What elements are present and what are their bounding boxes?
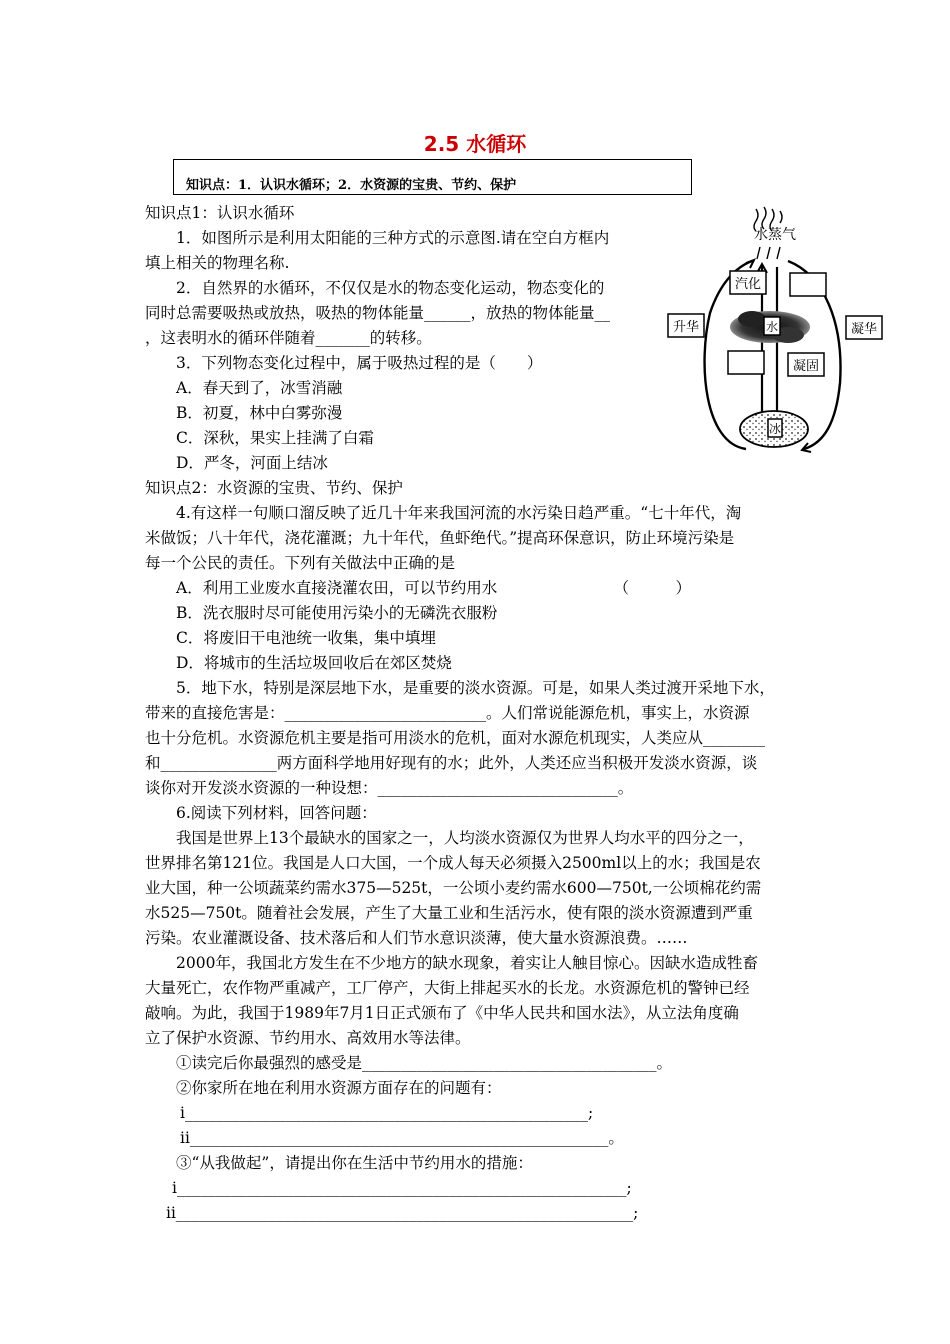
option-a: A．春天到了，冰雪消融 (176, 379, 343, 397)
section-heading-2: 知识点2：水资源的宝贵、节约、保护 (145, 479, 403, 497)
text-line: 1．如图所示是利用太阳能的三种方式的示意图.请在空白方框内 (176, 229, 610, 247)
text-line: ，这表明水的循环伴随着_______的转移。 (145, 329, 432, 347)
text-line: 业大国，种一公顷蔬菜约需水375—525t，一公顷小麦约需水600—750t,一公顷棉花约需 (145, 879, 762, 897)
text-line: 米做饭；八十年代，浇花灌溉；九十年代，鱼虾绝代。”提高环保意识，防止环境污染是 (145, 529, 735, 547)
answer-line: ⅰ____________________________________________________; (180, 1104, 594, 1122)
answer-line: ⅱ______________________________________________________。 (180, 1129, 624, 1147)
text-line: 同时总需要吸热或放热，吸热的物体能量______，放热的物体能量__ (145, 304, 611, 322)
text-line: ①读完后你最强烈的感受是______________________________________。 (176, 1054, 673, 1072)
label-water: 水 (765, 320, 779, 334)
text-line: 4.有这样一句顺口溜反映了近几十年来我国河流的水污染日趋严重。“七十年代，淘 (176, 504, 742, 522)
text-line: 我国是世界上13个最缺水的国家之一，人均淡水资源仅为世界人均水平的四分之一， (176, 829, 754, 847)
text-line: ③“从我做起”，请提出你在生活中节约用水的措施： (176, 1154, 533, 1172)
water-cycle-diagram (664, 203, 896, 468)
option-b: B．洗衣服时尽可能使用污染小的无磷洗衣服粉 (176, 604, 498, 622)
text-line: 敲响。为此，我国于1989年7月1日正式颁布了《中华人民共和国水法》，从立法角度确 (145, 1004, 739, 1022)
text-line: 2．自然界的水循环，不仅仅是水的物态变化运动，物态变化的 (176, 279, 605, 297)
option-c: C．将废旧干电池统一收集，集中填埋 (176, 629, 436, 647)
text-line: 和_______________两方面科学地用好现有的水；此外，人类还应当积极开发淡水资源，谈 (145, 754, 758, 772)
label-ice: 冰 (768, 422, 782, 436)
text-line: 也十分危机。水资源危机主要是指可用淡水的危机，面对水源危机现实，人类应从________ (145, 729, 766, 747)
text-line: ②你家所在地在利用水资源方面存在的问题有： (176, 1079, 502, 1097)
text-line: 带来的直接危害是：__________________________。人们常说能源危机，事实上，水资源 (145, 704, 750, 722)
label-desublimation: 凝华 (850, 322, 878, 337)
option-a: A．利用工业废水直接浇灌农田，可以节约用水 （ ） (176, 579, 691, 597)
text-line: 6.阅读下列材料，回答问题： (176, 804, 377, 822)
text-line: 5．地下水，特别是深层地下水，是重要的淡水资源。可是，如果人类过渡开采地下水， (176, 679, 775, 697)
page-title: 2.5 水循环 (423, 132, 527, 156)
knowledge-points-box (173, 159, 692, 195)
label-water-vapor: 水蒸气 (754, 227, 796, 243)
text-line: 3．下列物态变化过程中，属于吸热过程的是（ ） (176, 354, 543, 372)
text-line: 污染。农业灌溉设备、技术落后和人们节水意识淡薄，使大量水资源浪费。…… (145, 929, 688, 947)
text-line: 立了保护水资源、节约用水、高效用水等法律。 (145, 1029, 471, 1047)
text-line: 2000年，我国北方发生在不少地方的缺水现象，着实让人触目惊心。因缺水造成牲畜 (176, 954, 758, 972)
text-line: 水525—750t。随着社会发展，产生了大量工业和生活污水，使有限的淡水资源遭到严重 (145, 904, 753, 922)
option-b: B．初夏，林中白雾弥漫 (176, 404, 343, 422)
text-line: 大量死亡，农作物严重减产，工厂停产，大街上排起买水的长龙。水资源危机的警钟已经 (145, 979, 750, 997)
label-sublimation: 升华 (672, 320, 700, 335)
text-line: 谈你对开发淡水资源的一种设想：_______________________________。 (145, 779, 634, 797)
text-line: 填上相关的物理名称. (145, 254, 290, 272)
section-heading-1: 知识点1：认识水循环 (145, 204, 295, 222)
text-line: 每一个公民的责任。下列有关做法中正确的是 (145, 554, 456, 572)
answer-line: ⅰ__________________________________________________________; (172, 1179, 632, 1197)
option-d: D．将城市的生活垃圾回收后在郊区焚烧 (176, 654, 452, 672)
label-freezing: 凝固 (792, 359, 820, 374)
label-evaporation: 汽化 (734, 277, 762, 292)
option-d: D．严冬，河面上结冰 (176, 454, 328, 472)
option-c: C．深秋，果实上挂满了白霜 (176, 429, 374, 447)
text-line: 世界排名第121位。我国是人口大国，一个成人每天必须摄入2500ml以上的水；我国是农 (145, 854, 761, 872)
knowledge-points-text: 知识点：1．认识水循环；2．水资源的宝贵、节约、保护 (186, 178, 517, 193)
answer-line: ⅱ___________________________________________________________; (166, 1204, 639, 1222)
